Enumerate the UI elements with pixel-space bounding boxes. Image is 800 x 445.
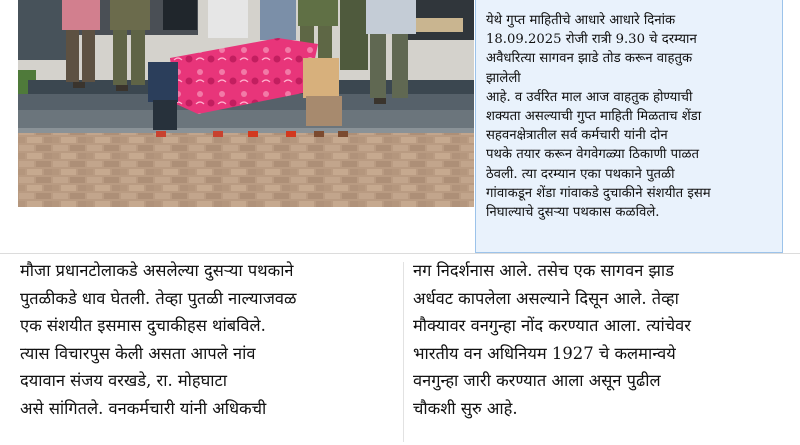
- article-line: वनगुन्हा जारी करण्यात आला असून पुढील: [413, 371, 661, 390]
- article-line: पुतळीकडे धाव घेतली. तेव्हा पुतळी नाल्याजवळ: [20, 288, 297, 308]
- article-line: एक संशयीत इसमास दुचाकीहस थांबविले.: [20, 316, 266, 335]
- article-line: दयावान संजय वरखडे, रा. मोहघाटा: [20, 371, 228, 390]
- caption-line: झालेली: [486, 70, 521, 86]
- article-line: मौजा प्रधानटोलाकडे असलेल्या दुसऱ्या पथकाने: [20, 261, 294, 280]
- caption-box: [475, 0, 783, 253]
- article-line: चौकशी सुरु आहे.: [413, 398, 518, 418]
- caption-line: पथके तयार करून वेगवेगळ्या ठिकाणी पाळत: [486, 147, 700, 163]
- column-divider: [403, 262, 404, 442]
- caption-line: सहवनक्षेत्रातील सर्व कर्मचारी यांनी दोन: [486, 128, 668, 144]
- caption-line: गांवाकडून शेंडा गांवाकडे दुचाकीने संशयीत इसम: [486, 185, 711, 201]
- article-line: भारतीय वन अधिनियम 1927 चे कलमान्वये: [413, 343, 676, 363]
- article-line: असे सांगितले. वनकर्मचारी यांनी अधिकची: [20, 398, 267, 418]
- article-left-column: [20, 257, 398, 422]
- news-photo: [18, 0, 474, 207]
- caption-line: अवैधरित्या सागवन झाडे तोड करून वाहतुक: [486, 51, 693, 67]
- caption-line: निघाल्याचे दुसऱ्या पथकास कळविले.: [486, 205, 660, 221]
- caption-line: [486, 2, 772, 11]
- caption-line: येथे गुप्त माहितीचे आधारे आधारे दिनांक: [486, 13, 676, 28]
- article-line: त्यास विचारपुस केली असता आपले नांव: [20, 343, 256, 363]
- article-line: मौक्यावर वनगुन्हा नोंद करण्यात आला. त्यांचेवर: [413, 316, 691, 335]
- group-photo-image: [18, 0, 474, 207]
- caption-line: ठेवली. त्या दरम्यान एका पथकाने पुतळी: [486, 166, 675, 182]
- caption-line: 18.09.2025 रोजी रात्री 9.30 चे दरम्यान: [486, 32, 697, 48]
- article-right-column: [413, 257, 783, 422]
- caption-line: शक्यता असल्याची गुप्त माहिती मिळताच शेंडा: [486, 109, 702, 125]
- article-line: नग निदर्शनास आले. तसेच एक सागवन झाड: [413, 261, 674, 280]
- section-divider: [0, 253, 800, 254]
- caption-line: आहे. व उर्वरित माल आज वाहतुक होण्याची: [486, 89, 693, 105]
- article-line: अर्धवट कापलेला असल्याने दिसून आले. तेव्हा: [413, 288, 679, 308]
